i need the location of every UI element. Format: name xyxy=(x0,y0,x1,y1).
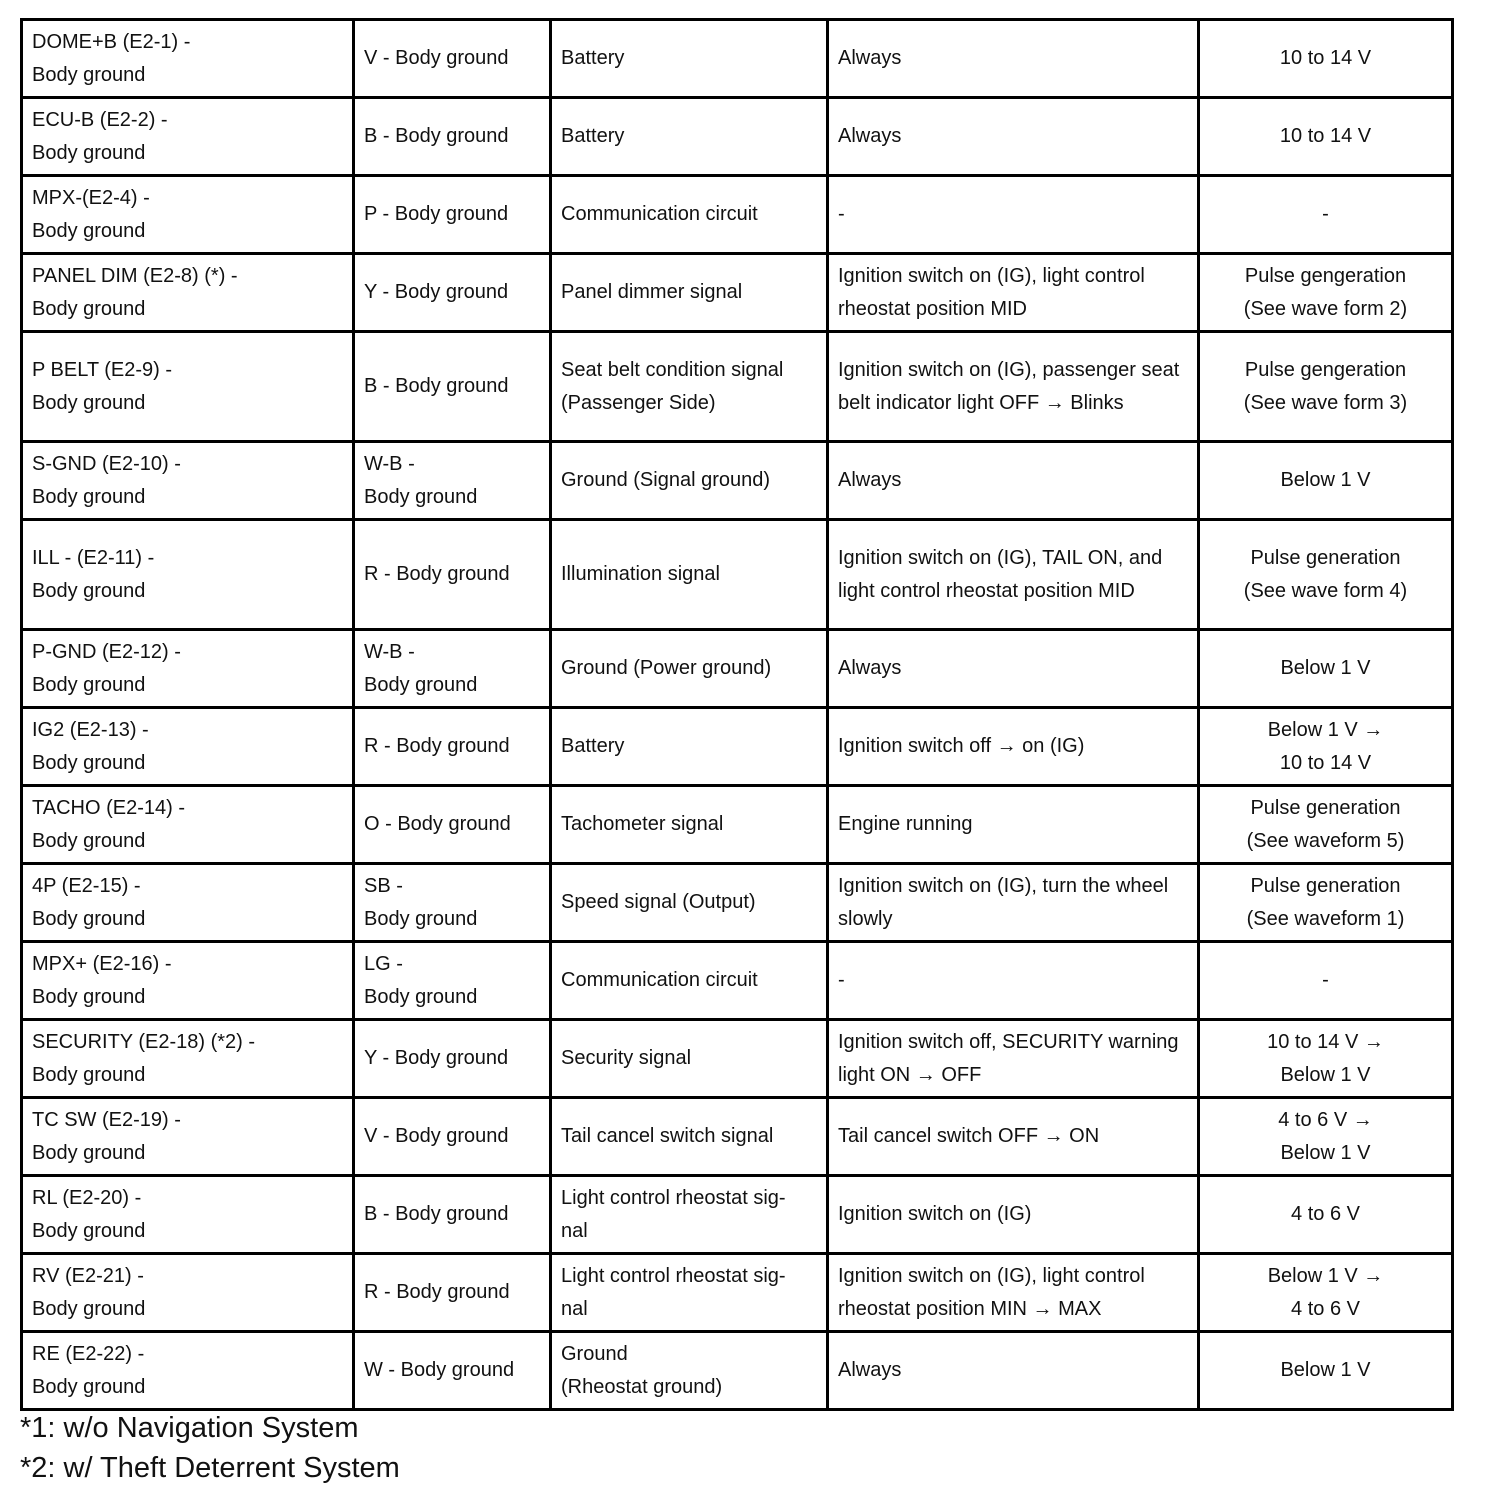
condition-cell: Tail cancel switch OFF → ON xyxy=(828,1098,1199,1176)
wiring-color-cell: Y - Body ground xyxy=(354,1020,551,1098)
description-cell: Communication circuit xyxy=(551,176,828,254)
wiring-color-cell: O - Body ground xyxy=(354,786,551,864)
specified-condition-cell: 10 to 14 V → Below 1 V xyxy=(1199,1020,1453,1098)
wiring-color-cell: R - Body ground xyxy=(354,520,551,630)
specified-condition-cell: 10 to 14 V xyxy=(1199,98,1453,176)
description-cell: Battery xyxy=(551,20,828,98)
wiring-color-cell: B - Body ground xyxy=(354,1176,551,1254)
specified-condition-cell: Pulse generation (See waveform 5) xyxy=(1199,786,1453,864)
wiring-color-cell: Y - Body ground xyxy=(354,254,551,332)
specified-condition-cell: - xyxy=(1199,176,1453,254)
table-row xyxy=(22,20,1453,98)
terminal-cell: DOME+B (E2-1) - Body ground xyxy=(22,20,354,98)
condition-cell: Ignition switch on (IG), passenger seat belt indicator light OFF → Blinks xyxy=(828,332,1199,442)
table-row xyxy=(22,708,1453,786)
condition-cell: Ignition switch off, SECURITY warning light ON → OFF xyxy=(828,1020,1199,1098)
table-row xyxy=(22,786,1453,864)
terminal-cell: TACHO (E2-14) - Body ground xyxy=(22,786,354,864)
table-row xyxy=(22,1176,1453,1254)
terminal-cell: ILL - (E2-11) - Body ground xyxy=(22,520,354,630)
description-cell: Panel dimmer signal xyxy=(551,254,828,332)
table-row xyxy=(22,942,1453,1020)
terminal-cell: MPX+ (E2-16) - Body ground xyxy=(22,942,354,1020)
condition-cell: Engine running xyxy=(828,786,1199,864)
terminal-cell: RE (E2-22) - Body ground xyxy=(22,1332,354,1410)
description-cell: Illumination signal xyxy=(551,520,828,630)
condition-cell: - xyxy=(828,176,1199,254)
terminal-cell: 4P (E2-15) - Body ground xyxy=(22,864,354,942)
condition-cell: Always xyxy=(828,1332,1199,1410)
wiring-color-cell: R - Body ground xyxy=(354,1254,551,1332)
condition-cell: Ignition switch on (IG), light control rheostat position MID xyxy=(828,254,1199,332)
description-cell: Tachometer signal xyxy=(551,786,828,864)
condition-cell: Always xyxy=(828,20,1199,98)
table-row xyxy=(22,1254,1453,1332)
specified-condition-cell: Below 1 V xyxy=(1199,1332,1453,1410)
wiring-color-cell: LG - Body ground xyxy=(354,942,551,1020)
description-cell: Battery xyxy=(551,98,828,176)
wiring-color-cell: W-B - Body ground xyxy=(354,630,551,708)
wiring-color-cell: W-B - Body ground xyxy=(354,442,551,520)
condition-cell: Ignition switch on (IG), light control rheostat position MIN → MAX xyxy=(828,1254,1199,1332)
table-row xyxy=(22,442,1453,520)
description-cell: Light control rheostat sig- nal xyxy=(551,1176,828,1254)
table-row xyxy=(22,630,1453,708)
footnotes xyxy=(20,1408,400,1488)
condition-cell: Always xyxy=(828,630,1199,708)
table-row xyxy=(22,1098,1453,1176)
wiring-color-cell: V - Body ground xyxy=(354,20,551,98)
table-row xyxy=(22,332,1453,442)
condition-cell: Ignition switch on (IG) xyxy=(828,1176,1199,1254)
table-row xyxy=(22,176,1453,254)
footnote-1: *1: w/o Navigation System xyxy=(20,1412,359,1444)
specified-condition-cell: Below 1 V xyxy=(1199,630,1453,708)
terminal-cell: P-GND (E2-12) - Body ground xyxy=(22,630,354,708)
terminal-cell: TC SW (E2-19) - Body ground xyxy=(22,1098,354,1176)
terminal-cell: SECURITY (E2-18) (*2) - Body ground xyxy=(22,1020,354,1098)
specified-condition-cell: 10 to 14 V xyxy=(1199,20,1453,98)
terminal-cell: RL (E2-20) - Body ground xyxy=(22,1176,354,1254)
specified-condition-cell: 4 to 6 V xyxy=(1199,1176,1453,1254)
description-cell: Tail cancel switch signal xyxy=(551,1098,828,1176)
condition-cell: Ignition switch on (IG), turn the wheel slowly xyxy=(828,864,1199,942)
wiring-color-cell: R - Body ground xyxy=(354,708,551,786)
specified-condition-cell: - xyxy=(1199,942,1453,1020)
table-row xyxy=(22,864,1453,942)
description-cell: Light control rheostat sig- nal xyxy=(551,1254,828,1332)
wiring-color-cell: W - Body ground xyxy=(354,1332,551,1410)
specified-condition-cell: Pulse generation (See wave form 4) xyxy=(1199,520,1453,630)
description-cell: Seat belt condition signal (Passenger Side) xyxy=(551,332,828,442)
terminal-cell: IG2 (E2-13) - Body ground xyxy=(22,708,354,786)
specified-condition-cell: Pulse gengeration (See wave form 2) xyxy=(1199,254,1453,332)
table-row xyxy=(22,1020,1453,1098)
terminal-cell: P BELT (E2-9) - Body ground xyxy=(22,332,354,442)
description-cell: Security signal xyxy=(551,1020,828,1098)
table-row xyxy=(22,98,1453,176)
specified-condition-cell: Below 1 V → 10 to 14 V xyxy=(1199,708,1453,786)
specified-condition-cell: 4 to 6 V → Below 1 V xyxy=(1199,1098,1453,1176)
wiring-color-cell: V - Body ground xyxy=(354,1098,551,1176)
terminal-cell: ECU-B (E2-2) - Body ground xyxy=(22,98,354,176)
footnote-2: *2: w/ Theft Deterrent System xyxy=(20,1452,400,1484)
wiring-color-cell: B - Body ground xyxy=(354,332,551,442)
description-cell: Ground (Rheostat ground) xyxy=(551,1332,828,1410)
terminal-cell: S-GND (E2-10) - Body ground xyxy=(22,442,354,520)
description-cell: Battery xyxy=(551,708,828,786)
condition-cell: Ignition switch off → on (IG) xyxy=(828,708,1199,786)
description-cell: Speed signal (Output) xyxy=(551,864,828,942)
specified-condition-cell: Below 1 V → 4 to 6 V xyxy=(1199,1254,1453,1332)
condition-cell: Ignition switch on (IG), TAIL ON, and light control rheostat position MID xyxy=(828,520,1199,630)
specified-condition-cell: Pulse gengeration (See wave form 3) xyxy=(1199,332,1453,442)
terminal-cell: PANEL DIM (E2-8) (*) - Body ground xyxy=(22,254,354,332)
description-cell: Communication circuit xyxy=(551,942,828,1020)
condition-cell: - xyxy=(828,942,1199,1020)
condition-cell: Always xyxy=(828,98,1199,176)
terminal-spec-table xyxy=(20,18,1454,1411)
terminal-cell: MPX-(E2-4) - Body ground xyxy=(22,176,354,254)
table-row xyxy=(22,520,1453,630)
specified-condition-cell: Pulse generation (See waveform 1) xyxy=(1199,864,1453,942)
specified-condition-cell: Below 1 V xyxy=(1199,442,1453,520)
description-cell: Ground (Signal ground) xyxy=(551,442,828,520)
description-cell: Ground (Power ground) xyxy=(551,630,828,708)
terminal-cell: RV (E2-21) - Body ground xyxy=(22,1254,354,1332)
table-row xyxy=(22,1332,1453,1410)
table-row xyxy=(22,254,1453,332)
condition-cell: Always xyxy=(828,442,1199,520)
wiring-color-cell: B - Body ground xyxy=(354,98,551,176)
wiring-color-cell: SB - Body ground xyxy=(354,864,551,942)
wiring-color-cell: P - Body ground xyxy=(354,176,551,254)
